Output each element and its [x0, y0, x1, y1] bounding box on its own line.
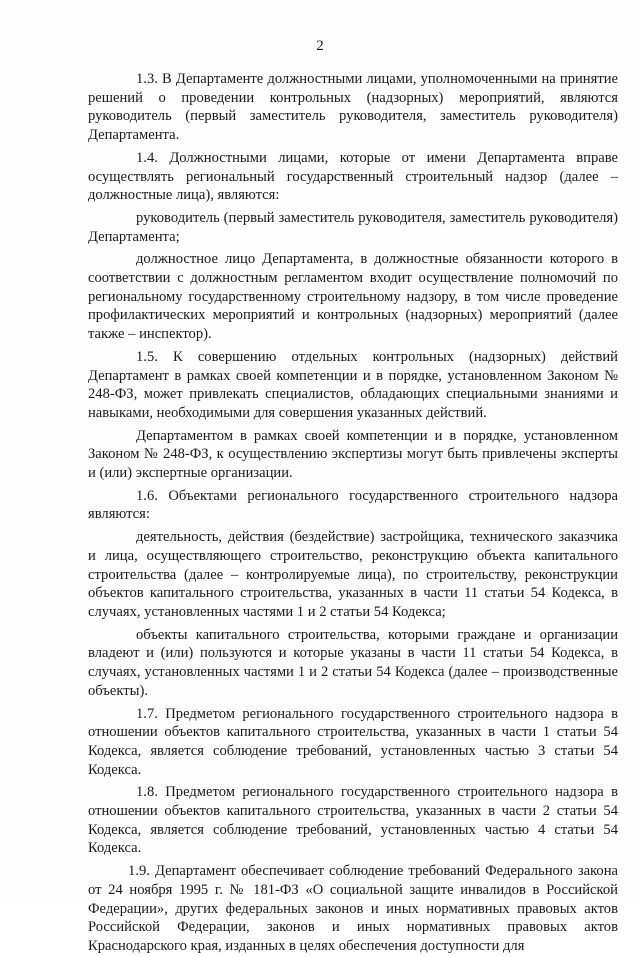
paragraph-1-5-experts: Департаментом в рамках своей компетенции и в порядке, установленном Законом № 248-ФЗ, к осуществлению экспертизы могут быть привлечены эксперты и (или) экспертные организации. [88, 427, 618, 482]
paragraph-1-6: 1.6. Объектами регионального государственного строительного надзора являются: [88, 487, 618, 523]
list-item-objects-activity: деятельность, действия (бездействие) застройщика, технического заказчика и лица, осуществляющего строительство, реконструкцию объекта капитального строительства (далее – контролируемые лица), по строительству, реконструкции объектов капитального строительства, указанных в части 11 статьи 54 Кодекса, в случаях, установленных частями 1 и 2 статьи 54 Кодекса; [88, 529, 618, 620]
list-item-objects-production: объекты капитального строительства, которыми граждане и организации владеют и (или) пользуются и которые указаны в части 11 статьи 54 Кодекса, в случаях, установленных частями 1 и 2 статьи 54 Кодекса (далее – производственные объекты). [88, 626, 618, 699]
paragraph-1-9: 1.9. Департамент обеспечивает соблюдение требований Федерального закона от 24 ноября 1995 г. № 181-ФЗ «О социальной защите инвалидов в Российской Федерации», других федеральных законов и иных нормативных правовых актов Российской Федерации, законов и иных нормативных правовых актов Краснодарского края, изданных в целях обеспечения доступности для [88, 863, 618, 954]
paragraph-1-8: 1.8. Предметом регионального государственного строительного надзора в отношении объектов капитального строительства, указанных в части 2 статьи 54 Кодекса, является соблюдение требований, установленных частью 4 статьи 54 Кодекса. [88, 784, 618, 857]
paragraph-1-5: 1.5. К совершению отдельных контрольных (надзорных) действий Департамент в рамках своей компетенции и в порядке, установленном Законом № 248-ФЗ, может привлекать специалистов, обладающих специальными знаниями и навыками, необходимыми для совершения указанных действий. [88, 348, 618, 421]
list-item-officials-head: руководитель (первый заместитель руководителя, заместитель руководителя) Департамента; [88, 209, 618, 245]
list-item-officials-inspector: должностное лицо Департамента, в должностные обязанности которого в соответствии с должностным регламентом входит осуществление полномочий по региональному государственному строительному надзору, в том числе проведение профилактических мероприятий и контрольных (надзорных) мероприятий (далее также – инспектор). [88, 251, 618, 343]
paragraph-1-3: 1.3. В Департаменте должностными лицами, уполномоченными на принятие решений о проведении контрольных (надзорных) мероприятий, являются руководитель (первый заместитель руководителя, заместитель руководителя) Департамента. [88, 71, 618, 144]
paragraph-1-7: 1.7. Предметом регионального государственного строительного надзора в отношении объектов капитального строительства, указанных в части 1 статьи 54 Кодекса, является соблюдение требований, установленных частью 3 статьи 54 Кодекса. [88, 705, 618, 778]
document-body [88, 70, 618, 956]
paragraph-1-4: 1.4. Должностными лицами, которые от имени Департамента вправе осуществлять региональный государственный строительный надзор (далее – должностные лица), являются: [88, 149, 618, 204]
page-number: 2 [316, 38, 324, 54]
